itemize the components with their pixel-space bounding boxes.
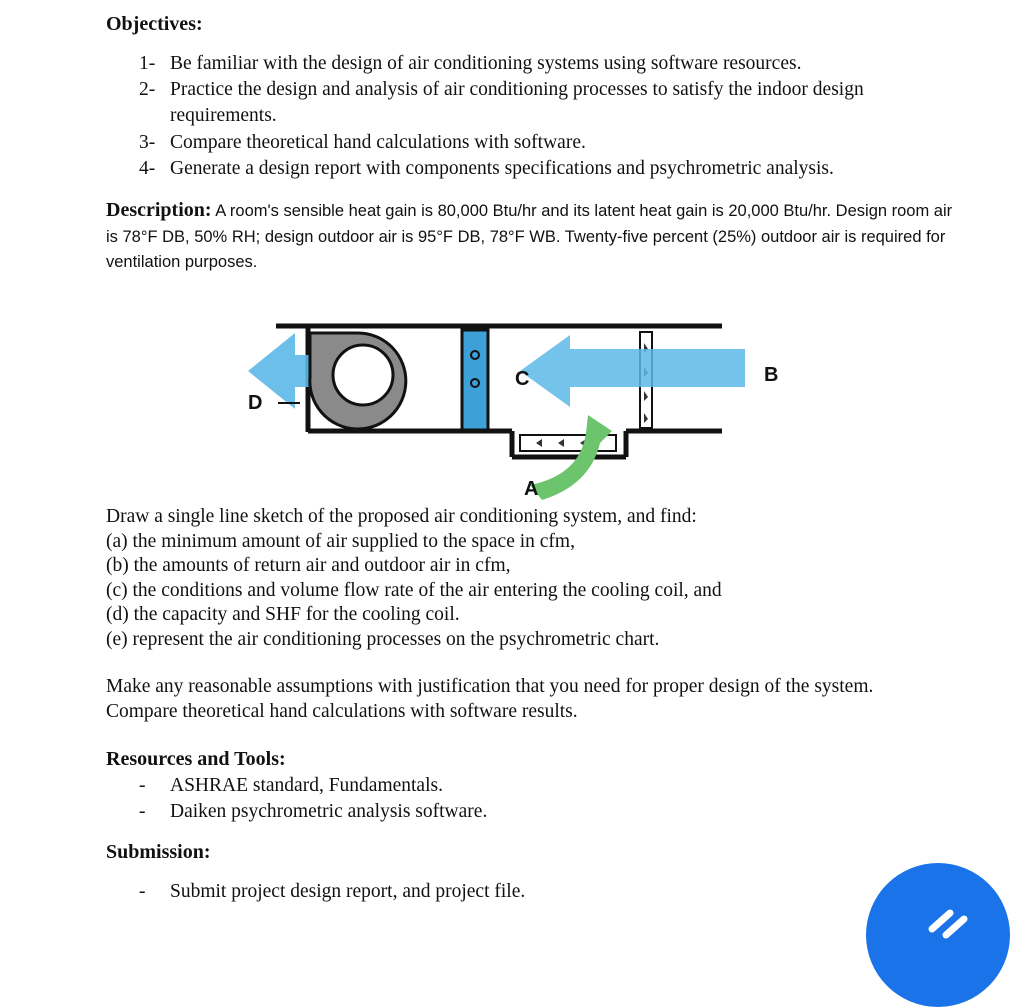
objective-text: Compare theoretical hand calculations with software. bbox=[170, 132, 586, 153]
objective-text-continuation: requirements. bbox=[170, 105, 277, 126]
resources-heading: Resources and Tools: bbox=[106, 748, 286, 770]
resource-bullet: - bbox=[139, 775, 146, 796]
tasks-section bbox=[106, 505, 722, 652]
description-text: A room's sensible heat gain is 80,000 Btu/hr and its latent heat gain is 20,000 Btu/hr. Design room air is 78°F DB, 50% RH; design outdoor air is 95°F DB, 78°F WB. Twenty-five percent (25%) outdoor air is required for ventilation purposes. bbox=[106, 202, 953, 271]
task-item: (b) the amounts of return air and outdoor air in cfm, bbox=[106, 555, 511, 576]
label-c: C bbox=[515, 368, 530, 390]
resource-item: ASHRAE standard, Fundamentals. bbox=[170, 775, 443, 796]
objective-text: Be familiar with the design of air conditioning systems using software resources. bbox=[170, 53, 802, 74]
tasks-intro: Draw a single line sketch of the proposed air conditioning system, and find: bbox=[106, 506, 697, 527]
objective-text: Generate a design report with components specifications and psychrometric analysis. bbox=[170, 158, 834, 179]
objective-number: 2- bbox=[139, 79, 156, 100]
task-item: (a) the minimum amount of air supplied to the space in cfm, bbox=[106, 530, 575, 552]
air-handling-unit-diagram bbox=[240, 315, 779, 505]
label-b: B bbox=[764, 364, 779, 386]
description-label: Description: bbox=[106, 199, 212, 221]
assumptions-line: Make any reasonable assumptions with justification that you need for proper design of the system. bbox=[106, 676, 874, 697]
resource-bullet: - bbox=[139, 801, 146, 822]
fan-icon bbox=[310, 333, 406, 429]
objectives-heading: Objectives: bbox=[106, 13, 203, 35]
assumptions-paragraph bbox=[106, 675, 873, 724]
label-a: A bbox=[524, 478, 539, 500]
task-item: (d) the capacity and SHF for the cooling coil. bbox=[106, 604, 460, 625]
task-item: (e) represent the air conditioning processes on the psychrometric chart. bbox=[106, 628, 660, 650]
objective-number: 3- bbox=[139, 132, 156, 153]
objective-text: Practice the design and analysis of air conditioning processes to satisfy the indoor design bbox=[170, 79, 864, 100]
objective-number: 4- bbox=[139, 158, 156, 179]
submission-heading: Submission: bbox=[106, 841, 211, 863]
return-air-arrow bbox=[520, 335, 745, 407]
objective-number: 1- bbox=[139, 53, 156, 74]
resource-item: Daiken psychrometric analysis software. bbox=[170, 801, 488, 822]
submission-item: Submit project design report, and project file. bbox=[170, 881, 526, 902]
cooling-coil bbox=[462, 330, 488, 430]
description-paragraph bbox=[106, 198, 966, 276]
submission-bullet: - bbox=[139, 881, 146, 902]
task-item: (c) the conditions and volume flow rate of the air entering the cooling coil, and bbox=[106, 579, 722, 601]
assumptions-line: Compare theoretical hand calculations with software results. bbox=[106, 700, 578, 722]
chevron-icon bbox=[924, 899, 984, 939]
label-d: D bbox=[248, 392, 263, 414]
floating-action-button[interactable] bbox=[866, 863, 1010, 1007]
